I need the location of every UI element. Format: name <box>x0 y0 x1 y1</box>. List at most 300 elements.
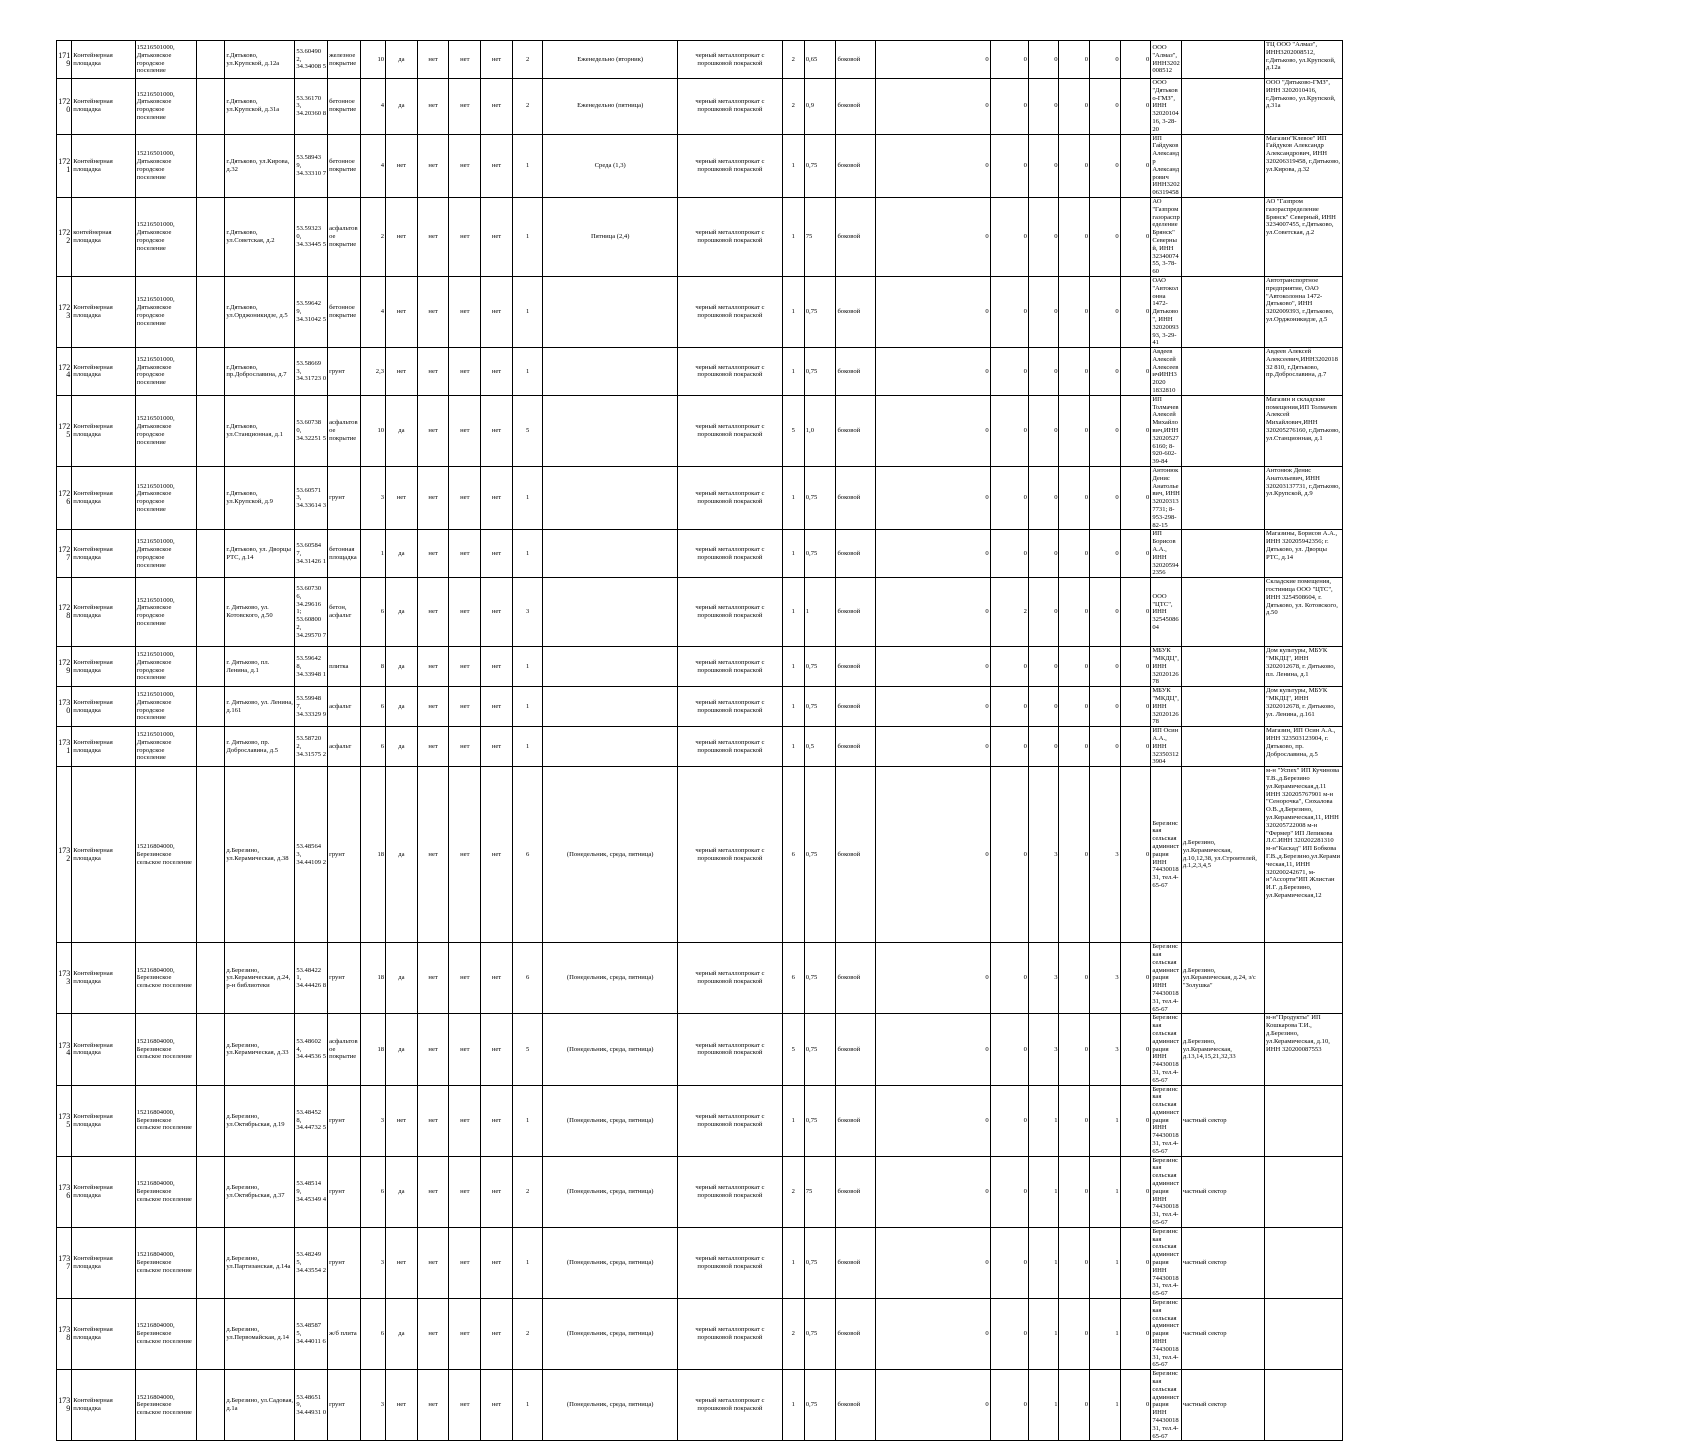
table-row <box>57 348 1439 396</box>
cell-value-col-d: 0 <box>1059 1299 1090 1370</box>
cell-site-type: Контейнерная площадка <box>72 395 135 466</box>
cell-owner-info: ООО "Дятьково-ГМЗ", ИНН 3202010416, 3-28-20 <box>1151 79 1182 135</box>
cell-container-material: черный металлопрокат с порошковой покраской <box>677 1227 782 1298</box>
cell-area: 10 <box>360 41 385 79</box>
cell-fence-flag: нет <box>386 1085 418 1156</box>
cell-settlement: 15216804000, Березинское сельское поселение <box>135 1299 196 1370</box>
cell-container-qty: 1 <box>782 1227 804 1298</box>
cell-value-col-c: 0 <box>1028 197 1059 276</box>
cell-area: 6 <box>360 727 385 767</box>
cell-surface-type: бетонное покрытие <box>328 79 361 135</box>
cell-value-col-b: 0 <box>990 767 1028 943</box>
cell-value-col-d: 0 <box>1059 578 1090 647</box>
cell-container-qty: 2 <box>782 1299 804 1370</box>
cell-value-col-d: 0 <box>1059 79 1090 135</box>
cell-site-type: Контейнерная площадка <box>72 530 135 578</box>
cell-waste-sources <box>1181 395 1264 466</box>
cell-value-col-f: 0 <box>1120 647 1151 687</box>
cell-waste-sources <box>1181 134 1264 197</box>
cell-blank-col <box>196 1299 224 1370</box>
cell-site-type: Контейнерная площадка <box>72 1014 135 1085</box>
cell-row-number: 1724 <box>57 348 72 396</box>
cell-surface-type: плитка <box>328 647 361 687</box>
cell-flag-col-10: нет <box>481 727 513 767</box>
cell-site-type: Контейнерная площадка <box>72 276 135 347</box>
cell-coordinates: 53.58943 9, 34.33310 7 <box>295 134 328 197</box>
table-row <box>57 687 1439 727</box>
cell-value-col-b: 0 <box>990 943 1028 1014</box>
cell-pickup-schedule <box>543 578 677 647</box>
cell-value-col-a: 0 <box>875 1085 990 1156</box>
cell-pickup-schedule: Еженедельно (вторник) <box>543 41 677 79</box>
cell-value-col-a: 0 <box>875 687 990 727</box>
cell-waste-generator: Антонюк Денис Анатольевич, ИНН 320203137731, г.Дятьково, ул.Крупской, д.9 <box>1265 467 1343 530</box>
table-row <box>57 1156 1439 1227</box>
cell-waste-generator: Складские помещения, гостиница ООО "ЦТС", ИНН 3254508604, г. Дятьково, ул. Котовского, д.50 <box>1265 578 1343 647</box>
cell-flag-col-9: нет <box>449 41 481 79</box>
cell-owner-info: ОАО "Автоколонна 1472-Дятьково", ИНН 3202009393, 3-29-41 <box>1151 276 1182 347</box>
cell-value-col-d: 0 <box>1059 727 1090 767</box>
cell-flag-col-9: нет <box>449 348 481 396</box>
cell-pickup-schedule: Пятница (2,4) <box>543 197 677 276</box>
cell-value-col-e: 0 <box>1090 197 1121 276</box>
cell-value-col-f: 0 <box>1120 79 1151 135</box>
cell-loading-type: боковой <box>836 276 875 347</box>
cell-loading-type: боковой <box>836 687 875 727</box>
cell-container-volume: 0,75 <box>804 1014 836 1085</box>
cell-value-col-f: 0 <box>1120 1085 1151 1156</box>
cell-loading-type: боковой <box>836 943 875 1014</box>
cell-settlement: 15216501000, Дятьковское городское поселение <box>135 647 196 687</box>
cell-container-count: 5 <box>512 1014 543 1085</box>
cell-container-qty: 2 <box>782 1156 804 1227</box>
cell-blank-col <box>196 687 224 727</box>
cell-value-col-b: 0 <box>990 41 1028 79</box>
cell-flag-col-9: нет <box>449 79 481 135</box>
cell-waste-generator <box>1265 1085 1343 1156</box>
cell-fence-flag: да <box>386 41 418 79</box>
cell-waste-generator <box>1265 1370 1343 1441</box>
cell-value-col-f: 0 <box>1120 348 1151 396</box>
cell-flag-col-9: нет <box>449 578 481 647</box>
cell-loading-type: боковой <box>836 530 875 578</box>
cell-value-col-b: 0 <box>990 348 1028 396</box>
cell-row-number: 1725 <box>57 395 72 466</box>
cell-container-material: черный металлопрокат с порошковой покраской <box>677 467 782 530</box>
cell-surface-type: грунт <box>328 767 361 943</box>
cell-container-qty: 1 <box>782 197 804 276</box>
cell-value-col-c: 1 <box>1028 1299 1059 1370</box>
cell-container-count: 5 <box>512 395 543 466</box>
table-row <box>57 197 1439 276</box>
cell-value-col-d: 0 <box>1059 943 1090 1014</box>
cell-flag-col-10: нет <box>481 767 513 943</box>
cell-container-material: черный металлопрокат с порошковой покраской <box>677 578 782 647</box>
cell-value-col-a: 0 <box>875 395 990 466</box>
cell-settlement: 15216501000, Дятьковское городское поселение <box>135 79 196 135</box>
cell-address: г. Дятьково, пл. Ленина, д.1 <box>225 647 295 687</box>
cell-address: г. Дятьково, ул. Ленина, д.161 <box>225 687 295 727</box>
cell-container-count: 1 <box>512 197 543 276</box>
cell-value-col-b: 0 <box>990 1156 1028 1227</box>
cell-owner-info: Березинская сельская администрация ИНН 7443001831, тел.4-65-67 <box>1151 1227 1182 1298</box>
cell-address: д.Березино, ул.Октябрьская, д.19 <box>225 1085 295 1156</box>
cell-owner-info: ИП Толмачев Алексей Михайлович,ИНН 320205276160; 8-920-602-39-84 <box>1151 395 1182 466</box>
cell-flag-col-8: нет <box>417 767 449 943</box>
cell-value-col-a: 0 <box>875 276 990 347</box>
cell-container-qty: 1 <box>782 276 804 347</box>
cell-container-count: 2 <box>512 79 543 135</box>
cell-blank-col <box>196 943 224 1014</box>
cell-waste-generator <box>1265 1299 1343 1370</box>
cell-flag-col-10: нет <box>481 79 513 135</box>
cell-area: 18 <box>360 943 385 1014</box>
cell-container-volume: 75 <box>804 1156 836 1227</box>
cell-container-count: 1 <box>512 687 543 727</box>
cell-container-material: черный металлопрокат с порошковой покраской <box>677 395 782 466</box>
cell-value-col-b: 0 <box>990 276 1028 347</box>
cell-value-col-e: 0 <box>1090 348 1121 396</box>
cell-settlement: 15216501000, Дятьковское городское поселение <box>135 41 196 79</box>
cell-container-count: 3 <box>512 578 543 647</box>
cell-container-volume: 0,75 <box>804 348 836 396</box>
cell-loading-type: боковой <box>836 578 875 647</box>
cell-container-qty: 2 <box>782 79 804 135</box>
cell-container-volume: 1 <box>804 578 836 647</box>
cell-value-col-a: 0 <box>875 943 990 1014</box>
cell-blank-col <box>196 348 224 396</box>
cell-value-col-c: 0 <box>1028 348 1059 396</box>
cell-value-col-d: 0 <box>1059 687 1090 727</box>
cell-waste-sources <box>1181 530 1264 578</box>
cell-fence-flag: да <box>386 395 418 466</box>
cell-value-col-d: 0 <box>1059 276 1090 347</box>
cell-fence-flag: да <box>386 727 418 767</box>
cell-owner-info: Березинская сельская администрация ИНН 7443001831, тел.4-65-67 <box>1151 943 1182 1014</box>
cell-site-type: Контейнерная площадка <box>72 134 135 197</box>
cell-container-qty: 6 <box>782 943 804 1014</box>
cell-value-col-d: 0 <box>1059 767 1090 943</box>
cell-waste-generator: ТЦ ООО "Алмаз", ИНН3202008512, г.Дятьково, ул.Крупской, д.12а <box>1265 41 1343 79</box>
cell-site-type: Контейнерная площадка <box>72 41 135 79</box>
cell-container-qty: 1 <box>782 647 804 687</box>
cell-flag-col-10: нет <box>481 41 513 79</box>
cell-address: д.Березино, ул.Керамическая, д.33 <box>225 1014 295 1085</box>
cell-flag-col-9: нет <box>449 395 481 466</box>
cell-flag-col-9: нет <box>449 134 481 197</box>
cell-fence-flag: да <box>386 687 418 727</box>
cell-value-col-e: 1 <box>1090 1299 1121 1370</box>
cell-flag-col-9: нет <box>449 943 481 1014</box>
cell-value-col-c: 1 <box>1028 1156 1059 1227</box>
cell-container-material: черный металлопрокат с порошковой покраской <box>677 1014 782 1085</box>
cell-site-type: Контейнерная площадка <box>72 578 135 647</box>
cell-container-qty: 1 <box>782 348 804 396</box>
cell-site-type: Контейнерная площадка <box>72 687 135 727</box>
cell-value-col-e: 1 <box>1090 1156 1121 1227</box>
cell-container-qty: 1 <box>782 467 804 530</box>
cell-blank-col <box>196 578 224 647</box>
cell-flag-col-8: нет <box>417 727 449 767</box>
cell-value-col-a: 0 <box>875 647 990 687</box>
cell-flag-col-8: нет <box>417 1085 449 1156</box>
cell-surface-type: бетонное покрытие <box>328 134 361 197</box>
cell-value-col-c: 0 <box>1028 647 1059 687</box>
cell-pickup-schedule <box>543 530 677 578</box>
cell-fence-flag: да <box>386 647 418 687</box>
cell-loading-type: боковой <box>836 1085 875 1156</box>
cell-waste-generator <box>1265 1156 1343 1227</box>
cell-fence-flag: да <box>386 578 418 647</box>
cell-settlement: 15216501000, Дятьковское городское поселение <box>135 348 196 396</box>
cell-pickup-schedule <box>543 467 677 530</box>
cell-value-col-a: 0 <box>875 767 990 943</box>
cell-value-col-d: 0 <box>1059 41 1090 79</box>
cell-site-type: Контейнерная площадка <box>72 943 135 1014</box>
cell-container-volume: 0,75 <box>804 647 836 687</box>
cell-blank-col <box>196 1227 224 1298</box>
cell-fence-flag: да <box>386 767 418 943</box>
cell-settlement: 15216501000, Дятьковское городское поселение <box>135 134 196 197</box>
cell-row-number: 1719 <box>57 41 72 79</box>
cell-value-col-b: 0 <box>990 1299 1028 1370</box>
cell-owner-info: МБУК "МКДЦ", ИНН 3202012678 <box>1151 647 1182 687</box>
cell-fence-flag: нет <box>386 1370 418 1441</box>
cell-flag-col-9: нет <box>449 197 481 276</box>
cell-container-qty: 1 <box>782 727 804 767</box>
cell-flag-col-10: нет <box>481 1014 513 1085</box>
cell-address: г.Дятьково, пр.Доброславина, д.7 <box>225 348 295 396</box>
table-row <box>57 276 1439 347</box>
cell-coordinates: 53.48249 5, 34.43554 2 <box>295 1227 328 1298</box>
cell-value-col-b: 0 <box>990 1014 1028 1085</box>
cell-flag-col-8: нет <box>417 1014 449 1085</box>
cell-flag-col-10: нет <box>481 197 513 276</box>
cell-surface-type: асфальт <box>328 727 361 767</box>
cell-fence-flag: нет <box>386 276 418 347</box>
cell-loading-type: боковой <box>836 727 875 767</box>
cell-container-material: черный металлопрокат с порошковой покраской <box>677 647 782 687</box>
cell-waste-sources <box>1181 467 1264 530</box>
cell-site-type: Контейнерная площадка <box>72 1156 135 1227</box>
cell-surface-type: грунт <box>328 1227 361 1298</box>
cell-row-number: 1736 <box>57 1156 72 1227</box>
cell-blank-col <box>196 395 224 466</box>
cell-pickup-schedule: Среда (1,3) <box>543 134 677 197</box>
cell-row-number: 1733 <box>57 943 72 1014</box>
cell-row-number: 1722 <box>57 197 72 276</box>
cell-address: д.Березино, ул.Октябрьская, д.37 <box>225 1156 295 1227</box>
cell-value-col-d: 0 <box>1059 467 1090 530</box>
cell-surface-type: грунт <box>328 943 361 1014</box>
cell-owner-info: Березинская сельская администрация ИНН 7443001831, тел.4-65-67 <box>1151 1299 1182 1370</box>
cell-address: г.Дятьково, ул. Дворцы РТС, д.14 <box>225 530 295 578</box>
cell-value-col-f: 0 <box>1120 530 1151 578</box>
cell-row-number: 1734 <box>57 1014 72 1085</box>
cell-container-qty: 5 <box>782 395 804 466</box>
cell-container-material: черный металлопрокат с порошковой покраской <box>677 943 782 1014</box>
cell-value-col-c: 3 <box>1028 767 1059 943</box>
cell-surface-type: бетон, асфальт <box>328 578 361 647</box>
cell-site-type: Контейнерная площадка <box>72 1227 135 1298</box>
cell-coordinates: 53.48422 1, 34.44426 8 <box>295 943 328 1014</box>
cell-waste-generator: Дом культуры, МБУК "МКДЦ", ИНН 3202012678, г. Дятьково, пл. Ленина, д.1 <box>1265 647 1343 687</box>
cell-address: г.Дятьково, ул.Крупской, д.31а <box>225 79 295 135</box>
cell-row-number: 1727 <box>57 530 72 578</box>
cell-coordinates: 53.36170 3, 34.20360 8 <box>295 79 328 135</box>
cell-settlement: 15216804000, Березинское сельское поселение <box>135 1014 196 1085</box>
cell-surface-type: грунт <box>328 467 361 530</box>
cell-waste-generator: ООО "Дятьково-ГМЗ", ИНН 3202010416, г.Дятьково, ул.Крупской, д.31а <box>1265 79 1343 135</box>
cell-flag-col-9: нет <box>449 767 481 943</box>
cell-value-col-f: 0 <box>1120 467 1151 530</box>
cell-site-type: Контейнерная площадка <box>72 647 135 687</box>
cell-address: д.Березино, ул.Партизанская, д.14а <box>225 1227 295 1298</box>
cell-value-col-d: 0 <box>1059 1156 1090 1227</box>
cell-coordinates: 53.48651 9, 34.44931 0 <box>295 1370 328 1441</box>
cell-site-type: Контейнерная площадка <box>72 1370 135 1441</box>
cell-container-count: 1 <box>512 727 543 767</box>
table-row <box>57 727 1439 767</box>
cell-value-col-c: 3 <box>1028 1014 1059 1085</box>
cell-coordinates: 53.48452 8, 34.44732 5 <box>295 1085 328 1156</box>
cell-container-qty: 1 <box>782 687 804 727</box>
cell-flag-col-10: нет <box>481 467 513 530</box>
cell-settlement: 15216501000, Дятьковское городское поселение <box>135 395 196 466</box>
cell-value-col-d: 0 <box>1059 530 1090 578</box>
cell-waste-generator: м-н"Продукты" ИП Кошкарова Т.И., д.Березино, ул.Керамическая, д.10, ИНН 320200087553 <box>1265 1014 1343 1085</box>
cell-value-col-a: 0 <box>875 1299 990 1370</box>
cell-waste-sources: частный сектор <box>1181 1227 1264 1298</box>
cell-waste-generator <box>1265 943 1343 1014</box>
cell-container-count: 1 <box>512 348 543 396</box>
cell-address: д.Березино, ул.Керамическая, д.38 <box>225 767 295 943</box>
cell-waste-sources: д.Березино, ул.Керамическая, д.24, з/с "Золушка" <box>1181 943 1264 1014</box>
cell-blank-col <box>196 530 224 578</box>
cell-container-count: 1 <box>512 276 543 347</box>
cell-pickup-schedule: (Понедельник, среда, пятница) <box>543 943 677 1014</box>
cell-pickup-schedule <box>543 687 677 727</box>
cell-value-col-f: 0 <box>1120 41 1151 79</box>
cell-surface-type: бетонная площадка <box>328 530 361 578</box>
cell-owner-info: ИП Осин А.А., ИНН 323503123904 <box>1151 727 1182 767</box>
cell-value-col-b: 0 <box>990 1227 1028 1298</box>
cell-area: 4 <box>360 79 385 135</box>
cell-container-material: черный металлопрокат с порошковой покраской <box>677 767 782 943</box>
cell-value-col-e: 0 <box>1090 276 1121 347</box>
cell-owner-info: АО "Газпром газораспределение Брянск" Северный, ИНН 3234007455, 3-78-60 <box>1152 197 1180 276</box>
cell-site-type: Контейнерная площадка <box>72 1085 135 1156</box>
cell-waste-sources <box>1181 647 1264 687</box>
cell-value-col-f: 0 <box>1120 1370 1151 1441</box>
cell-blank-col <box>196 79 224 135</box>
cell-flag-col-10: нет <box>481 1156 513 1227</box>
cell-fence-flag: да <box>386 79 418 135</box>
cell-row-number: 1721 <box>57 134 72 197</box>
cell-fence-flag: нет <box>386 348 418 396</box>
cell-container-count: 1 <box>512 530 543 578</box>
table-row <box>57 943 1439 1014</box>
cell-coordinates: 53.60571 3, 34.33614 3 <box>295 467 328 530</box>
cell-flag-col-10: нет <box>481 134 513 197</box>
container-sites-table <box>56 40 1439 1441</box>
cell-flag-col-10: нет <box>481 1299 513 1370</box>
cell-flag-col-10: нет <box>481 1370 513 1441</box>
cell-value-col-d: 0 <box>1059 197 1090 276</box>
cell-waste-sources <box>1181 276 1264 347</box>
cell-container-volume: 0,75 <box>804 1227 836 1298</box>
cell-value-col-c: 0 <box>1028 687 1059 727</box>
cell-flag-col-8: нет <box>417 395 449 466</box>
cell-waste-sources: частный сектор <box>1181 1085 1264 1156</box>
cell-flag-col-8: нет <box>417 348 449 396</box>
cell-waste-sources: частный сектор <box>1181 1370 1264 1441</box>
cell-container-qty: 1 <box>782 134 804 197</box>
cell-value-col-f: 0 <box>1120 395 1151 466</box>
cell-surface-type: асфальтовое покрытие <box>328 197 361 276</box>
cell-container-material: черный металлопрокат с порошковой покраской <box>677 1299 782 1370</box>
cell-value-col-b: 0 <box>990 467 1028 530</box>
cell-value-col-b: 0 <box>990 197 1028 276</box>
cell-container-material: черный металлопрокат с порошковой покраской <box>677 687 782 727</box>
cell-value-col-a: 0 <box>875 1227 990 1298</box>
cell-surface-type: железное покрытие <box>328 41 361 79</box>
cell-value-col-b: 0 <box>990 395 1028 466</box>
cell-surface-type: грунт <box>328 348 361 396</box>
cell-owner-info: Березинская сельская администрация ИНН 7443001831, тел.4-65-67 <box>1151 1370 1182 1441</box>
cell-container-count: 6 <box>512 943 543 1014</box>
cell-surface-type: бетонное покрытие <box>328 276 361 347</box>
cell-value-col-e: 3 <box>1090 767 1121 943</box>
cell-container-qty: 2 <box>782 41 804 79</box>
cell-waste-sources <box>1181 727 1264 767</box>
cell-row-number: 1726 <box>57 467 72 530</box>
cell-pickup-schedule <box>543 276 677 347</box>
cell-value-col-b: 0 <box>990 727 1028 767</box>
cell-value-col-b: 0 <box>990 1370 1028 1441</box>
cell-value-col-f: 0 <box>1120 943 1151 1014</box>
cell-value-col-a: 0 <box>875 1014 990 1085</box>
cell-value-col-a: 0 <box>875 134 990 197</box>
cell-container-qty: 1 <box>782 578 804 647</box>
cell-coordinates: 53.60738 0, 34.32251 5 <box>295 395 328 466</box>
cell-flag-col-10: нет <box>481 395 513 466</box>
cell-loading-type: боковой <box>836 767 875 943</box>
cell-value-col-a: 0 <box>875 578 990 647</box>
cell-waste-generator: АО "Газпром газораспределение Брянск" Северный, ИНН 3234007455, г.Дятьково, ул.Советская, д.2 <box>1265 197 1343 276</box>
cell-loading-type: боковой <box>836 1299 875 1370</box>
cell-owner-info: Березинская сельская администрация ИНН 7443001831, тел.4-65-67 <box>1151 1085 1182 1156</box>
cell-row-number: 1738 <box>57 1299 72 1370</box>
cell-address: г. Дятьково, ул. Котовского, д.50 <box>225 578 295 647</box>
cell-fence-flag: да <box>386 1156 418 1227</box>
cell-flag-col-9: нет <box>449 530 481 578</box>
cell-address: г.Дятьково, ул.Станционная, д.1 <box>225 395 295 466</box>
cell-container-count: 1 <box>512 647 543 687</box>
cell-value-col-b: 0 <box>990 1085 1028 1156</box>
cell-value-col-c: 0 <box>1028 276 1059 347</box>
cell-value-col-f: 0 <box>1120 767 1151 943</box>
cell-flag-col-8: нет <box>417 79 449 135</box>
cell-coordinates: 53.58720 2, 34.31575 2 <box>295 727 328 767</box>
cell-waste-sources <box>1181 687 1264 727</box>
cell-waste-sources <box>1181 197 1264 276</box>
cell-row-number: 1723 <box>57 276 72 347</box>
cell-flag-col-10: нет <box>481 276 513 347</box>
cell-container-volume: 0,75 <box>804 767 836 943</box>
table-body <box>57 41 1439 1441</box>
cell-blank-col <box>196 41 224 79</box>
